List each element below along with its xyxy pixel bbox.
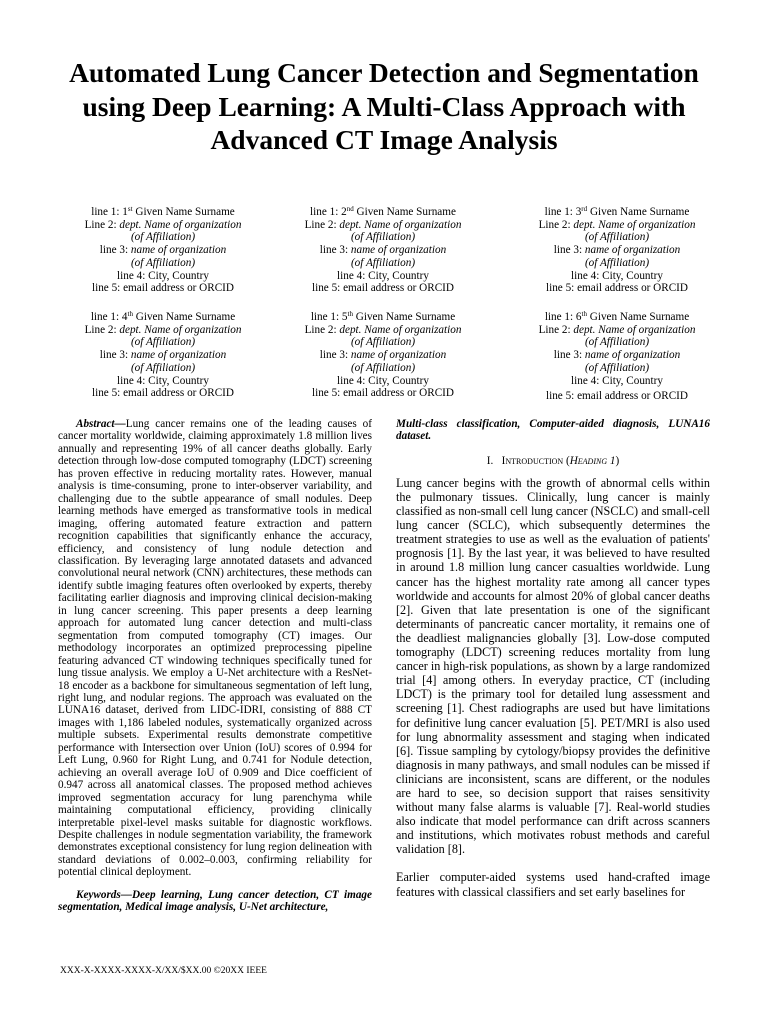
- author-block-2: [273, 206, 493, 295]
- keywords-label: Keywords—: [76, 888, 132, 901]
- author-line-2-prefix: Line 2:: [84, 218, 120, 231]
- author-name: Given Name Surname: [132, 206, 235, 218]
- author-affiliation-1-text: (of Affiliation): [350, 231, 416, 244]
- author-ordinal-suffix: th: [581, 310, 587, 318]
- author-affiliation-2-text: (of Affiliation): [130, 256, 196, 269]
- author-affiliation-2-text: (of Affiliation): [130, 361, 196, 374]
- keywords: [58, 889, 372, 914]
- author-line-3-prefix: line 3:: [319, 244, 351, 257]
- author-city-country: line 4: City, Country: [117, 374, 209, 387]
- author-affiliation-1-text: (of Affiliation): [350, 336, 416, 349]
- author-ordinal-suffix: rd: [581, 205, 588, 213]
- abstract: [58, 418, 372, 879]
- author-ordinal-suffix: th: [127, 310, 133, 318]
- author-affiliation-2-text: (of Affiliation): [350, 256, 416, 269]
- author-line-2: [273, 324, 493, 337]
- author-email: line 5: email address or ORCID: [312, 387, 454, 400]
- author-line-1-prefix: line 1: 3: [544, 206, 582, 218]
- author-department: dept. Name of organization: [573, 323, 696, 336]
- author-organization: name of organization: [584, 244, 681, 257]
- intro-paragraph-2: Earlier computer-aided systems used hand-crafted image features with classical classifiers and set early baselines for: [396, 870, 710, 899]
- author-line-2: [507, 219, 727, 232]
- keywords-text: Deep learning, Lung cancer detection, CT image segmentation, Medical image analysis, U-Net architecture,: [58, 888, 372, 914]
- author-affiliation-2: [53, 362, 273, 375]
- author-line-3: [273, 244, 493, 257]
- author-affiliation-2: [53, 257, 273, 270]
- author-email: line 5: email address or ORCID: [546, 282, 688, 295]
- right-column: [396, 418, 710, 899]
- author-block-1: [53, 206, 273, 295]
- author-affiliation-1: [53, 231, 273, 244]
- author-name: Given Name Surname: [353, 206, 456, 218]
- author-ordinal-suffix: th: [347, 310, 353, 318]
- author-name: Given Name Surname: [587, 206, 690, 218]
- author-department: dept. Name of organization: [573, 218, 696, 231]
- author-line-1-prefix: line 1: 1: [91, 206, 128, 218]
- author-organization: name of organization: [350, 244, 447, 257]
- author-line-3: [53, 244, 273, 257]
- author-line-1: [273, 311, 493, 324]
- author-line-2-prefix: Line 2:: [304, 218, 340, 231]
- keywords-continued: Multi-class classification, Computer-aided diagnosis, LUNA16 dataset.: [396, 418, 710, 443]
- author-line-3-prefix: line 3:: [553, 244, 585, 257]
- author-ordinal-suffix: st: [127, 205, 133, 213]
- section-note: Heading 1: [569, 454, 616, 467]
- author-organization: name of organization: [584, 349, 681, 362]
- author-department: dept. Name of organization: [339, 218, 462, 231]
- author-affiliation-2: [273, 362, 493, 375]
- author-affiliation-2-text: (of Affiliation): [350, 361, 416, 374]
- author-affiliation-2-text: (of Affiliation): [584, 256, 650, 269]
- author-line-3-prefix: line 3:: [99, 349, 131, 362]
- section-heading: I. Introduction (Heading 1): [486, 454, 620, 467]
- left-column: [58, 418, 372, 914]
- author-line-3: [273, 349, 493, 362]
- intro-paragraph-1: Lung cancer begins with the growth of abnormal cells within the pulmonary tissues. Clinically, lung cancer is mainly classified as non-small cell lung cancer (NSCLC) and small-cell lung cancer (SCLC), which subsequently determines the treatment strategies to use as well as the evaluation of patients' prognosis [1]. By the last year, it was believed to have resulted in around 1.8 million lung cancer casualties worldwide. Lung cancer has the highest mortality rate among all cancer types worldwide and accounts for almost 20% of global cancer deaths [2]. Given that late presentation is one of the significant determinants of pancreatic cancer mortality, it remains one of the deadliest malignancies globally [3]. Low-dose computed tomography (LDCT) screening reduces mortality from lung cancer in high-risk populations, as shown by a large randomized trial [4] among others. In everyday practice, CT (including LDCT) is the primary tool for detailed lung assessment and screening [1]. Chest radiographs are used but have limitations for definitive lung cancer evaluation [5]. PET/MRI is also used for lung abnormality assessment and staging when indicated [6]. Tissue sampling by cytology/biopsy provides the definitive diagnosis in many pathways, and small nodules can be missed if clinicians are inconsistent, scans are different, or the nodules are hard to see, so decision support that raises sensitivity without many false alarms is valuable [7]. Real-world studies also indicate that model performance can drift across scanners and institutions, which motivates robust methods and careful validation [8].: [396, 475, 710, 857]
- author-affiliation-2: [273, 257, 493, 270]
- author-city-country: line 4: City, Country: [571, 374, 663, 387]
- author-line-3-prefix: line 3:: [99, 244, 131, 257]
- author-affiliation-1-text: (of Affiliation): [584, 231, 650, 244]
- author-department: dept. Name of organization: [119, 323, 242, 336]
- author-line-1-prefix: line 1: 6: [544, 311, 582, 323]
- author-organization: name of organization: [130, 244, 227, 257]
- author-block-5: [273, 311, 493, 400]
- author-affiliation-1: [273, 231, 493, 244]
- author-city-country: line 4: City, Country: [571, 269, 663, 282]
- author-block-3: [507, 206, 727, 295]
- author-block-4: [53, 311, 273, 400]
- section-number: I.: [486, 454, 494, 467]
- abstract-label: Abstract—: [76, 418, 126, 430]
- author-department: dept. Name of organization: [339, 323, 462, 336]
- author-line-3: [507, 349, 727, 362]
- author-email: line 5: email address or ORCID: [546, 390, 688, 403]
- author-organization: name of organization: [130, 349, 227, 362]
- author-line-3-prefix: line 3:: [553, 349, 585, 362]
- author-line-2-prefix: Line 2:: [84, 323, 120, 336]
- author-city-country: line 4: City, Country: [117, 269, 209, 282]
- author-block-6: [507, 311, 727, 403]
- author-city-country: line 4: City, Country: [337, 269, 429, 282]
- author-line-1: [507, 206, 727, 219]
- author-name: Given Name Surname: [586, 311, 690, 323]
- author-affiliation-2: [507, 362, 727, 375]
- section-title: Introduction: [501, 454, 564, 467]
- author-email: line 5: email address or ORCID: [312, 282, 454, 295]
- author-affiliation-1: [273, 336, 493, 349]
- author-line-2-prefix: Line 2:: [304, 323, 340, 336]
- abstract-text: Lung cancer remains one of the leading causes of cancer mortality worldwide, claiming approximately 1.8 million lives annually and representing 19% of all cancer deaths globally. Early detection through low-dose computed tomography (LDCT) screening has proven effective in reducing mortality rates. However, manual analysis is time-consuming, prone to inter-observer variability, and challenging due to the subtle appearance of small nodules. Deep learning methods have emerged as transformative tools in medical imaging, offering automated feature extraction and pattern recognition capabilities that significantly enhance the accuracy, efficiency, and consistency of lung nodule detection and classification. By leveraging large annotated datasets and advanced convolutional neural network (CNN) architectures, these methods can identify subtle imaging features often overlooked by experts, thereby facilitating earlier diagnosis and improving clinical decision-making in lung cancer screening. This paper presents a deep learning approach for automated lung cancer detection and multi-class segmentation from computed tomography (CT) images. Our methodology incorporates an optimized preprocessing pipeline featuring advanced CT windowing techniques specifically tuned for lung tissue analysis. We employ a U-Net architecture with a ResNet-18 encoder as a backbone for simultaneous segmentation of left lung, right lung, and nodular regions. The approach was evaluated on the LUNA16 dataset, derived from LIDC-IDRI, consisting of 888 CT images with 1,186 labeled nodules, systematically organized across multiple subsets. Experimental results demonstrate competitive performance with Intersection over Union (IoU) scores of 0.994 for Left Lung, 0.960 for Right Lung, and 0.741 for Nodule detection, achieving an overall average IoU of 0.909 and Dice coefficient of 0.947 across all anatomical classes. The proposed method achieves improved segmentation accuracy for lung parenchyma while maintaining computational efficiency, providing clinically interpretable pixel-level masks suitable for diagnostic workflows. Despite challenges in nodule segmentation variability, the framework demonstrates exceptional consistency for lung region delineation with standard deviations of 0.002–0.003, confirming reliability for potential clinical deployment.: [58, 418, 372, 879]
- author-affiliation-1-text: (of Affiliation): [130, 231, 196, 244]
- footer-copyright: XXX-X-XXXX-XXXX-X/XX/$XX.00 ©20XX IEEE: [60, 966, 267, 976]
- author-department: dept. Name of organization: [119, 218, 242, 231]
- author-line-3-prefix: line 3:: [319, 349, 351, 362]
- author-line-1: [507, 311, 727, 324]
- author-line-1-prefix: line 1: 2: [310, 206, 347, 218]
- author-line-3: [507, 244, 727, 257]
- author-line-1: [273, 206, 493, 219]
- author-line-2: [273, 219, 493, 232]
- author-name: Given Name Surname: [352, 311, 456, 323]
- author-affiliation-1-text: (of Affiliation): [584, 336, 650, 349]
- author-line-3: [53, 349, 273, 362]
- author-ordinal-suffix: nd: [346, 205, 354, 213]
- author-line-1: [53, 311, 273, 324]
- author-organization: name of organization: [350, 349, 447, 362]
- author-affiliation-1-text: (of Affiliation): [130, 336, 196, 349]
- author-email: line 5: email address or ORCID: [92, 387, 234, 400]
- author-email: line 5: email address or ORCID: [92, 282, 234, 295]
- author-affiliation-2-text: (of Affiliation): [584, 361, 650, 374]
- author-name: Given Name Surname: [132, 311, 236, 323]
- author-affiliation-2: [507, 257, 727, 270]
- author-line-1: [53, 206, 273, 219]
- author-city-country: line 4: City, Country: [337, 374, 429, 387]
- paper-title: Automated Lung Cancer Detection and Segmentation using Deep Learning: A Multi-Class Approach with Advanced CT Image Analysis: [69, 57, 699, 155]
- author-line-2: [507, 324, 727, 337]
- author-line-2-prefix: Line 2:: [538, 218, 574, 231]
- author-line-1-prefix: line 1: 4: [90, 311, 128, 323]
- author-line-2-prefix: Line 2:: [538, 323, 574, 336]
- author-affiliation-1: [507, 231, 727, 244]
- author-line-1-prefix: line 1: 5: [310, 311, 348, 323]
- author-line-2: [53, 219, 273, 232]
- author-affiliation-1: [53, 336, 273, 349]
- author-affiliation-1: [507, 336, 727, 349]
- author-line-2: [53, 324, 273, 337]
